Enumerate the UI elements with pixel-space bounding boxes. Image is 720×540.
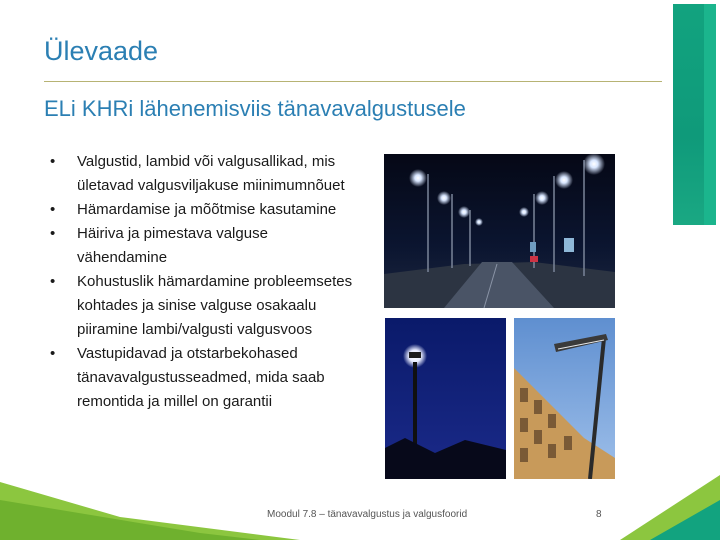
bullet-marker: • (50, 273, 56, 290)
bullet-marker: • (50, 345, 56, 362)
bullet-text: Valgustid, lambid või valgusallikad, mis ületavad valgusviljakuse miinimumnõuet (77, 153, 345, 194)
decorative-accent-bar (673, 4, 716, 225)
title-divider (44, 81, 662, 82)
page-number: 8 (596, 509, 602, 520)
street-lights-night-photo (384, 154, 615, 308)
slide-subtitle: ELi KHRi lähenemisviis tänavavalgustusele (44, 96, 466, 121)
decorative-bottom-wave (0, 455, 720, 540)
slide-title: Ülevaade (44, 36, 159, 66)
bullet-marker: • (50, 153, 56, 170)
bullet-item (50, 198, 360, 222)
bullet-item (50, 222, 360, 270)
bullet-item (50, 150, 360, 198)
bullet-marker: • (50, 201, 56, 218)
bullet-item (50, 270, 360, 342)
bullet-text: Häiriva ja pimestava valguse vähendamine (77, 225, 268, 266)
bullet-item (50, 342, 360, 414)
footer-text: Moodul 7.8 – tänavavalgustus ja valgusfoorid (267, 509, 468, 520)
bullet-list (50, 150, 360, 414)
bullet-text: Hämardamise ja mõõtmise kasutamine (77, 201, 337, 218)
bullet-text: Vastupidavad ja otstarbekohased tänavavalgustusseadmed, mida saab remontida ja millel on garantii (77, 345, 325, 410)
bullet-marker: • (50, 225, 56, 242)
bullet-text: Kohustuslik hämardamine probleemsetes kohtades ja sinise valguse osakaalu piiramine lambi/valgusti valgusvoos (77, 273, 353, 338)
